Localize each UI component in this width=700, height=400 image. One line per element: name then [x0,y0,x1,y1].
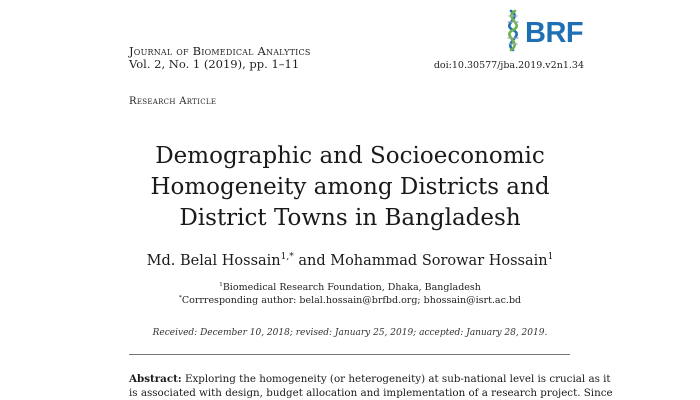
affiliation-text: Biomedical Research Foundation, Dhaka, Bangladesh [222,282,481,293]
author-joiner: and [298,253,326,269]
author-affiliation-mark: 1,* [280,252,294,263]
abstract-label: Abstract: [129,373,182,385]
logo-text: BRF [525,17,584,49]
dna-helix-icon [508,11,518,50]
submission-dates: Received: December 10, 2018; revised: January 25, 2019; accepted: January 28, 2019. [152,328,548,338]
author-name[interactable]: Mohammad Sorowar Hossain [330,253,548,269]
doi-link[interactable]: doi:10.30577/jba.2019.v2n1.34 [433,60,584,71]
article-type: Research Article [129,96,217,107]
title-line: District Towns in Bangladesh [179,205,521,231]
affiliation-mark: 1 [219,281,223,288]
abstract-text: Exploring the homogeneity (or heterogeneity) at sub-national level is crucial as it [184,373,611,385]
paper-title [100,141,600,234]
abstract-line [129,372,611,386]
corresponding-text[interactable]: Corrresponding author: belal.hossain@brfbd.org; bhossain@isrt.ac.bd [181,295,522,306]
brf-logo [497,8,589,52]
author-name[interactable]: Md. Belal Hossain [146,253,281,269]
abstract-line: is associated with design, budget allocation and implementation of a research project. Since [129,387,613,399]
author-list [100,253,600,269]
corresponding-mark: * [178,294,182,301]
corresponding-author [100,295,600,306]
abstract [129,372,613,400]
abstract-divider [129,354,570,355]
author-affiliation-mark: 1 [547,252,554,263]
title-line: Homogeneity among Districts and [150,174,550,200]
title-line: Demographic and Socioeconomic [155,143,545,169]
journal-name: Journal of Biomedical Analytics [129,44,311,58]
journal-volume-info: Vol. 2, No. 1 (2019), pp. 1–11 [129,57,300,71]
affiliation [100,282,600,293]
